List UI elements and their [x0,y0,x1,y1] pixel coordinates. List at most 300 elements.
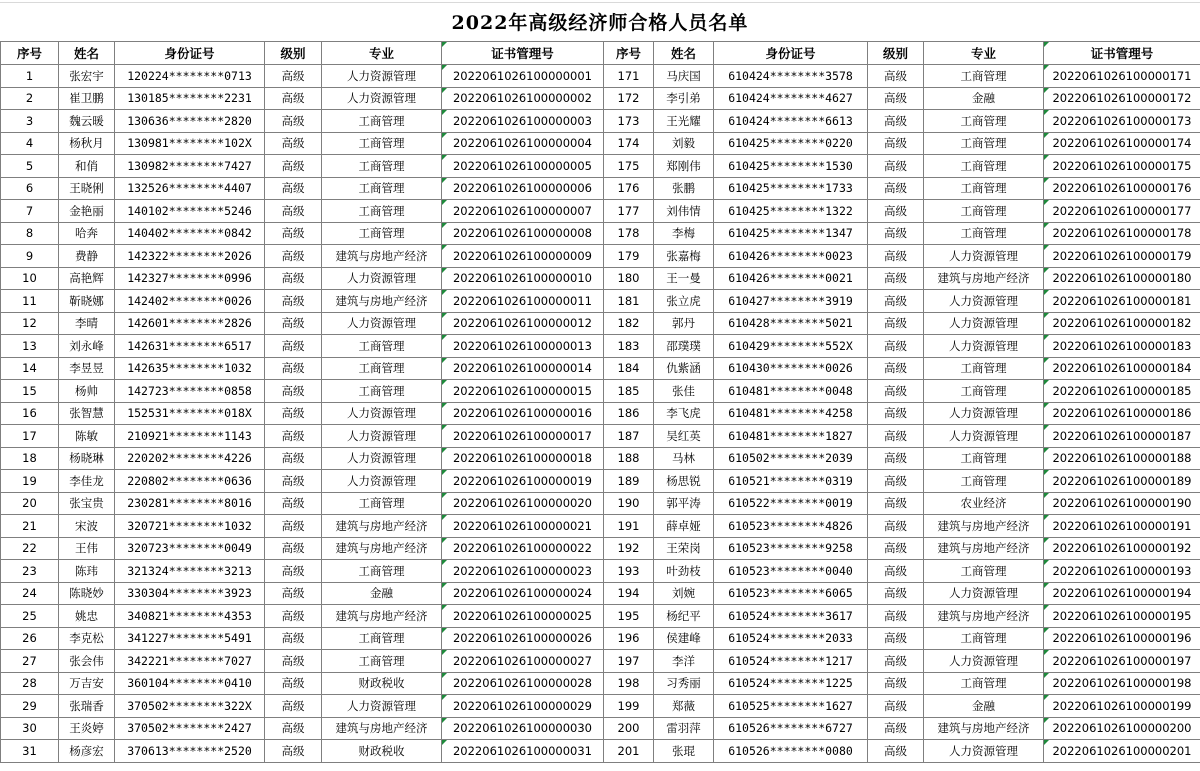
cell-id-number[interactable]: 610525********1627 [714,695,868,718]
cell-specialty[interactable]: 人力资源管理 [924,335,1044,358]
cell-specialty[interactable]: 工商管理 [924,200,1044,223]
cell-seq[interactable]: 184 [604,357,654,380]
cell-level[interactable]: 高级 [868,380,924,403]
cell-name[interactable]: 张琨 [654,740,714,763]
cell-cert-number[interactable]: 2022061026100000016 [442,402,604,425]
cell-specialty[interactable]: 财政税收 [322,740,442,763]
cell-id-number[interactable]: 370502********322X [115,695,265,718]
cell-level[interactable]: 高级 [265,87,322,110]
cell-name[interactable]: 高艳辉 [59,267,115,290]
cell-id-number[interactable]: 132526********4407 [115,177,265,200]
cell-name[interactable]: 王一曼 [654,267,714,290]
cell-specialty[interactable]: 工商管理 [322,110,442,133]
header-seq-right[interactable]: 序号 [604,42,654,65]
cell-seq[interactable]: 195 [604,605,654,628]
cell-name[interactable]: 张会伟 [59,650,115,673]
cell-specialty[interactable]: 工商管理 [924,380,1044,403]
cell-specialty[interactable]: 人力资源管理 [322,447,442,470]
cell-id-number[interactable]: 370502********2427 [115,717,265,740]
cell-specialty[interactable]: 人力资源管理 [924,740,1044,763]
cell-id-number[interactable]: 610523********6065 [714,582,868,605]
cell-id-number[interactable]: 220802********0636 [115,470,265,493]
cell-name[interactable]: 仇紫涵 [654,357,714,380]
cell-level[interactable]: 高级 [265,65,322,88]
cell-level[interactable]: 高级 [868,627,924,650]
cell-level[interactable]: 高级 [868,717,924,740]
cell-name[interactable]: 马庆国 [654,65,714,88]
cell-seq[interactable]: 26 [1,627,59,650]
cell-seq[interactable]: 183 [604,335,654,358]
cell-level[interactable]: 高级 [265,515,322,538]
cell-level[interactable]: 高级 [265,582,322,605]
cell-name[interactable]: 王荣岗 [654,537,714,560]
cell-specialty[interactable]: 工商管理 [322,335,442,358]
cell-cert-number[interactable]: 2022061026100000176 [1044,177,1200,200]
cell-cert-number[interactable]: 2022061026100000027 [442,650,604,673]
cell-specialty[interactable]: 工商管理 [322,132,442,155]
cell-level[interactable]: 高级 [868,267,924,290]
cell-name[interactable]: 和俏 [59,155,115,178]
cell-seq[interactable]: 190 [604,492,654,515]
cell-id-number[interactable]: 341227********5491 [115,627,265,650]
cell-name[interactable]: 张立虎 [654,290,714,313]
cell-cert-number[interactable]: 2022061026100000178 [1044,222,1200,245]
cell-seq[interactable]: 196 [604,627,654,650]
cell-name[interactable]: 张鹏 [654,177,714,200]
cell-specialty[interactable]: 工商管理 [924,110,1044,133]
cell-level[interactable]: 高级 [265,245,322,268]
cell-level[interactable]: 高级 [265,357,322,380]
cell-seq[interactable]: 179 [604,245,654,268]
cell-specialty[interactable]: 财政税收 [322,672,442,695]
cell-level[interactable]: 高级 [265,200,322,223]
cell-seq[interactable]: 187 [604,425,654,448]
cell-cert-number[interactable]: 2022061026100000188 [1044,447,1200,470]
cell-seq[interactable]: 28 [1,672,59,695]
cell-cert-number[interactable]: 2022061026100000002 [442,87,604,110]
cell-name[interactable]: 李飞虎 [654,402,714,425]
cell-name[interactable]: 靳晓娜 [59,290,115,313]
cell-name[interactable]: 郑薇 [654,695,714,718]
cell-specialty[interactable]: 工商管理 [322,560,442,583]
cell-cert-number[interactable]: 2022061026100000001 [442,65,604,88]
cell-cert-number[interactable]: 2022061026100000196 [1044,627,1200,650]
cell-cert-number[interactable]: 2022061026100000024 [442,582,604,605]
header-specialty-right[interactable]: 专业 [924,42,1044,65]
cell-cert-number[interactable]: 2022061026100000192 [1044,537,1200,560]
cell-specialty[interactable]: 人力资源管理 [924,290,1044,313]
cell-specialty[interactable]: 金融 [924,695,1044,718]
cell-cert-number[interactable]: 2022061026100000014 [442,357,604,380]
cell-specialty[interactable]: 人力资源管理 [924,245,1044,268]
cell-cert-number[interactable]: 2022061026100000194 [1044,582,1200,605]
cell-level[interactable]: 高级 [265,155,322,178]
cell-level[interactable]: 高级 [868,740,924,763]
cell-seq[interactable]: 18 [1,447,59,470]
cell-name[interactable]: 金艳丽 [59,200,115,223]
cell-specialty[interactable]: 人力资源管理 [322,65,442,88]
cell-seq[interactable]: 13 [1,335,59,358]
cell-name[interactable]: 郭平涛 [654,492,714,515]
cell-level[interactable]: 高级 [868,492,924,515]
cell-id-number[interactable]: 340821********4353 [115,605,265,628]
cell-cert-number[interactable]: 2022061026100000031 [442,740,604,763]
cell-name[interactable]: 张佳 [654,380,714,403]
cell-id-number[interactable]: 610425********1530 [714,155,868,178]
cell-name[interactable]: 李洋 [654,650,714,673]
cell-level[interactable]: 高级 [265,672,322,695]
cell-name[interactable]: 马林 [654,447,714,470]
cell-specialty[interactable]: 人力资源管理 [924,650,1044,673]
cell-cert-number[interactable]: 2022061026100000019 [442,470,604,493]
cell-level[interactable]: 高级 [265,470,322,493]
cell-name[interactable]: 王伟 [59,537,115,560]
cell-seq[interactable]: 197 [604,650,654,673]
cell-specialty[interactable]: 人力资源管理 [924,425,1044,448]
cell-level[interactable]: 高级 [868,245,924,268]
cell-name[interactable]: 陈玮 [59,560,115,583]
cell-cert-number[interactable]: 2022061026100000010 [442,267,604,290]
cell-id-number[interactable]: 610425********1347 [714,222,868,245]
cell-id-number[interactable]: 142322********2026 [115,245,265,268]
cell-level[interactable]: 高级 [265,560,322,583]
cell-name[interactable]: 吴红英 [654,425,714,448]
cell-cert-number[interactable]: 2022061026100000029 [442,695,604,718]
cell-specialty[interactable]: 人力资源管理 [924,582,1044,605]
cell-cert-number[interactable]: 2022061026100000006 [442,177,604,200]
cell-specialty[interactable]: 建筑与房地产经济 [322,605,442,628]
cell-level[interactable]: 高级 [868,560,924,583]
cell-cert-number[interactable]: 2022061026100000023 [442,560,604,583]
cell-id-number[interactable]: 610526********0080 [714,740,868,763]
cell-seq[interactable]: 27 [1,650,59,673]
cell-cert-number[interactable]: 2022061026100000189 [1044,470,1200,493]
cell-level[interactable]: 高级 [868,177,924,200]
cell-name[interactable]: 李晴 [59,312,115,335]
cell-name[interactable]: 王炎婷 [59,717,115,740]
cell-cert-number[interactable]: 2022061026100000199 [1044,695,1200,718]
cell-specialty[interactable]: 建筑与房地产经济 [322,537,442,560]
cell-level[interactable]: 高级 [868,650,924,673]
cell-cert-number[interactable]: 2022061026100000201 [1044,740,1200,763]
cell-name[interactable]: 陈敏 [59,425,115,448]
cell-level[interactable]: 高级 [868,87,924,110]
cell-level[interactable]: 高级 [265,447,322,470]
cell-level[interactable]: 高级 [868,290,924,313]
cell-name[interactable]: 费静 [59,245,115,268]
cell-level[interactable]: 高级 [868,537,924,560]
cell-seq[interactable]: 25 [1,605,59,628]
cell-seq[interactable]: 172 [604,87,654,110]
cell-level[interactable]: 高级 [868,200,924,223]
cell-seq[interactable]: 17 [1,425,59,448]
cell-id-number[interactable]: 610524********1217 [714,650,868,673]
cell-id-number[interactable]: 610523********4826 [714,515,868,538]
cell-specialty[interactable]: 人力资源管理 [322,695,442,718]
cell-id-number[interactable]: 360104********0410 [115,672,265,695]
cell-specialty[interactable]: 工商管理 [924,357,1044,380]
cell-specialty[interactable]: 工商管理 [924,65,1044,88]
cell-specialty[interactable]: 金融 [924,87,1044,110]
cell-name[interactable]: 薛卓娅 [654,515,714,538]
cell-name[interactable]: 郭丹 [654,312,714,335]
cell-cert-number[interactable]: 2022061026100000013 [442,335,604,358]
cell-seq[interactable]: 16 [1,402,59,425]
cell-cert-number[interactable]: 2022061026100000200 [1044,717,1200,740]
cell-level[interactable]: 高级 [265,627,322,650]
cell-seq[interactable]: 4 [1,132,59,155]
cell-name[interactable]: 张宏宇 [59,65,115,88]
cell-level[interactable]: 高级 [868,447,924,470]
header-cert-number-left[interactable]: 证书管理号 [442,42,604,65]
cell-seq[interactable]: 20 [1,492,59,515]
cell-cert-number[interactable]: 2022061026100000004 [442,132,604,155]
cell-id-number[interactable]: 220202********4226 [115,447,265,470]
cell-cert-number[interactable]: 2022061026100000180 [1044,267,1200,290]
cell-id-number[interactable]: 142631********6517 [115,335,265,358]
cell-name[interactable]: 张宝贵 [59,492,115,515]
cell-cert-number[interactable]: 2022061026100000171 [1044,65,1200,88]
cell-level[interactable]: 高级 [265,290,322,313]
cell-name[interactable]: 崔卫鹏 [59,87,115,110]
cell-specialty[interactable]: 工商管理 [924,222,1044,245]
cell-level[interactable]: 高级 [265,222,322,245]
cell-level[interactable]: 高级 [868,132,924,155]
cell-cert-number[interactable]: 2022061026100000028 [442,672,604,695]
cell-seq[interactable]: 188 [604,447,654,470]
cell-name[interactable]: 陈晓妙 [59,582,115,605]
cell-specialty[interactable]: 工商管理 [322,155,442,178]
cell-specialty[interactable]: 人力资源管理 [322,267,442,290]
cell-seq[interactable]: 14 [1,357,59,380]
cell-id-number[interactable]: 610428********5021 [714,312,868,335]
cell-specialty[interactable]: 工商管理 [924,627,1044,650]
cell-specialty[interactable]: 建筑与房地产经济 [924,515,1044,538]
cell-specialty[interactable]: 工商管理 [322,222,442,245]
cell-specialty[interactable]: 人力资源管理 [924,312,1044,335]
cell-name[interactable]: 李梅 [654,222,714,245]
cell-specialty[interactable]: 工商管理 [924,155,1044,178]
cell-cert-number[interactable]: 2022061026100000198 [1044,672,1200,695]
cell-level[interactable]: 高级 [868,312,924,335]
cell-specialty[interactable]: 建筑与房地产经济 [322,245,442,268]
cell-specialty[interactable]: 人力资源管理 [322,425,442,448]
cell-cert-number[interactable]: 2022061026100000017 [442,425,604,448]
cell-cert-number[interactable]: 2022061026100000021 [442,515,604,538]
cell-specialty[interactable]: 建筑与房地产经济 [322,717,442,740]
cell-seq[interactable]: 175 [604,155,654,178]
cell-seq[interactable]: 15 [1,380,59,403]
cell-cert-number[interactable]: 2022061026100000018 [442,447,604,470]
cell-cert-number[interactable]: 2022061026100000187 [1044,425,1200,448]
cell-level[interactable]: 高级 [265,740,322,763]
header-level-left[interactable]: 级别 [265,42,322,65]
cell-cert-number[interactable]: 2022061026100000009 [442,245,604,268]
cell-id-number[interactable]: 142327********0996 [115,267,265,290]
cell-seq[interactable]: 194 [604,582,654,605]
cell-id-number[interactable]: 321324********3213 [115,560,265,583]
cell-seq[interactable]: 24 [1,582,59,605]
cell-id-number[interactable]: 210921********1143 [115,425,265,448]
cell-specialty[interactable]: 农业经济 [924,492,1044,515]
cell-cert-number[interactable]: 2022061026100000175 [1044,155,1200,178]
cell-specialty[interactable]: 建筑与房地产经济 [924,605,1044,628]
cell-name[interactable]: 姚忠 [59,605,115,628]
cell-seq[interactable]: 19 [1,470,59,493]
cell-level[interactable]: 高级 [265,267,322,290]
cell-seq[interactable]: 177 [604,200,654,223]
cell-name[interactable]: 杨纪平 [654,605,714,628]
cell-specialty[interactable]: 工商管理 [322,492,442,515]
cell-cert-number[interactable]: 2022061026100000185 [1044,380,1200,403]
cell-name[interactable]: 李引弟 [654,87,714,110]
cell-specialty[interactable]: 人力资源管理 [322,87,442,110]
cell-id-number[interactable]: 610502********2039 [714,447,868,470]
cell-specialty[interactable]: 人力资源管理 [924,402,1044,425]
cell-seq[interactable]: 181 [604,290,654,313]
cell-name[interactable]: 郑刚伟 [654,155,714,178]
cell-id-number[interactable]: 130981********102X [115,132,265,155]
cell-name[interactable]: 王晓俐 [59,177,115,200]
cell-cert-number[interactable]: 2022061026100000174 [1044,132,1200,155]
cell-level[interactable]: 高级 [868,425,924,448]
cell-id-number[interactable]: 320721********1032 [115,515,265,538]
cell-id-number[interactable]: 610426********0021 [714,267,868,290]
cell-name[interactable]: 万吉安 [59,672,115,695]
cell-specialty[interactable]: 工商管理 [322,380,442,403]
cell-seq[interactable]: 185 [604,380,654,403]
cell-id-number[interactable]: 610523********9258 [714,537,868,560]
cell-name[interactable]: 宋波 [59,515,115,538]
cell-level[interactable]: 高级 [265,492,322,515]
cell-id-number[interactable]: 130982********7427 [115,155,265,178]
cell-cert-number[interactable]: 2022061026100000030 [442,717,604,740]
cell-specialty[interactable]: 工商管理 [322,177,442,200]
cell-level[interactable]: 高级 [868,65,924,88]
cell-level[interactable]: 高级 [868,222,924,245]
cell-seq[interactable]: 176 [604,177,654,200]
cell-id-number[interactable]: 320723********0049 [115,537,265,560]
cell-level[interactable]: 高级 [265,650,322,673]
cell-cert-number[interactable]: 2022061026100000005 [442,155,604,178]
cell-level[interactable]: 高级 [265,717,322,740]
cell-specialty[interactable]: 工商管理 [322,627,442,650]
cell-specialty[interactable]: 建筑与房地产经济 [322,290,442,313]
cell-cert-number[interactable]: 2022061026100000012 [442,312,604,335]
cell-id-number[interactable]: 610430********0026 [714,357,868,380]
cell-cert-number[interactable]: 2022061026100000011 [442,290,604,313]
cell-seq[interactable]: 189 [604,470,654,493]
cell-seq[interactable]: 3 [1,110,59,133]
cell-name[interactable]: 哈奔 [59,222,115,245]
cell-name[interactable]: 杨晓琳 [59,447,115,470]
cell-name[interactable]: 侯建峰 [654,627,714,650]
cell-specialty[interactable]: 金融 [322,582,442,605]
cell-seq[interactable]: 186 [604,402,654,425]
cell-cert-number[interactable]: 2022061026100000025 [442,605,604,628]
cell-name[interactable]: 雷羽萍 [654,717,714,740]
cell-name[interactable]: 刘毅 [654,132,714,155]
cell-id-number[interactable]: 142601********2826 [115,312,265,335]
cell-name[interactable]: 刘伟情 [654,200,714,223]
cell-seq[interactable]: 11 [1,290,59,313]
cell-seq[interactable]: 22 [1,537,59,560]
cell-seq[interactable]: 191 [604,515,654,538]
header-specialty-left[interactable]: 专业 [322,42,442,65]
cell-specialty[interactable]: 建筑与房地产经济 [924,267,1044,290]
cell-cert-number[interactable]: 2022061026100000003 [442,110,604,133]
sheet-title[interactable]: 2022年高级经济师合格人员名单 [451,12,749,34]
cell-id-number[interactable]: 140102********5246 [115,200,265,223]
cell-level[interactable]: 高级 [265,312,322,335]
cell-name[interactable]: 张嘉梅 [654,245,714,268]
cell-specialty[interactable]: 建筑与房地产经济 [924,537,1044,560]
header-seq-left[interactable]: 序号 [1,42,59,65]
cell-specialty[interactable]: 建筑与房地产经济 [322,515,442,538]
cell-cert-number[interactable]: 2022061026100000177 [1044,200,1200,223]
cell-level[interactable]: 高级 [265,335,322,358]
cell-id-number[interactable]: 610425********1733 [714,177,868,200]
cell-name[interactable]: 杨秋月 [59,132,115,155]
cell-seq[interactable]: 174 [604,132,654,155]
cell-seq[interactable]: 182 [604,312,654,335]
cell-cert-number[interactable]: 2022061026100000197 [1044,650,1200,673]
cell-seq[interactable]: 200 [604,717,654,740]
cell-cert-number[interactable]: 2022061026100000190 [1044,492,1200,515]
cell-seq[interactable]: 30 [1,717,59,740]
cell-id-number[interactable]: 330304********3923 [115,582,265,605]
cell-name[interactable]: 李克松 [59,627,115,650]
cell-specialty[interactable]: 工商管理 [322,357,442,380]
cell-seq[interactable]: 7 [1,200,59,223]
cell-cert-number[interactable]: 2022061026100000173 [1044,110,1200,133]
header-level-right[interactable]: 级别 [868,42,924,65]
cell-level[interactable]: 高级 [868,605,924,628]
cell-cert-number[interactable]: 2022061026100000007 [442,200,604,223]
header-cert-number-right[interactable]: 证书管理号 [1044,42,1200,65]
cell-id-number[interactable]: 230281********8016 [115,492,265,515]
cell-cert-number[interactable]: 2022061026100000022 [442,537,604,560]
cell-specialty[interactable]: 工商管理 [924,177,1044,200]
cell-cert-number[interactable]: 2022061026100000182 [1044,312,1200,335]
cell-level[interactable]: 高级 [265,425,322,448]
cell-specialty[interactable]: 人力资源管理 [322,312,442,335]
cell-seq[interactable]: 29 [1,695,59,718]
cell-name[interactable]: 叶劲枝 [654,560,714,583]
cell-id-number[interactable]: 142402********0026 [115,290,265,313]
cell-name[interactable]: 张智慧 [59,402,115,425]
cell-seq[interactable]: 171 [604,65,654,88]
cell-id-number[interactable]: 120224********0713 [115,65,265,88]
cell-level[interactable]: 高级 [265,695,322,718]
cell-id-number[interactable]: 610481********1827 [714,425,868,448]
cell-seq[interactable]: 199 [604,695,654,718]
cell-seq[interactable]: 8 [1,222,59,245]
cell-id-number[interactable]: 610522********0019 [714,492,868,515]
header-id-number-left[interactable]: 身份证号 [115,42,265,65]
cell-id-number[interactable]: 152531********018X [115,402,265,425]
cell-cert-number[interactable]: 2022061026100000172 [1044,87,1200,110]
cell-seq[interactable]: 180 [604,267,654,290]
cell-seq[interactable]: 173 [604,110,654,133]
cell-level[interactable]: 高级 [868,695,924,718]
cell-specialty[interactable]: 工商管理 [924,560,1044,583]
cell-id-number[interactable]: 610426********0023 [714,245,868,268]
cell-name[interactable]: 杨思锐 [654,470,714,493]
cell-seq[interactable]: 198 [604,672,654,695]
cell-cert-number[interactable]: 2022061026100000191 [1044,515,1200,538]
cell-seq[interactable]: 201 [604,740,654,763]
